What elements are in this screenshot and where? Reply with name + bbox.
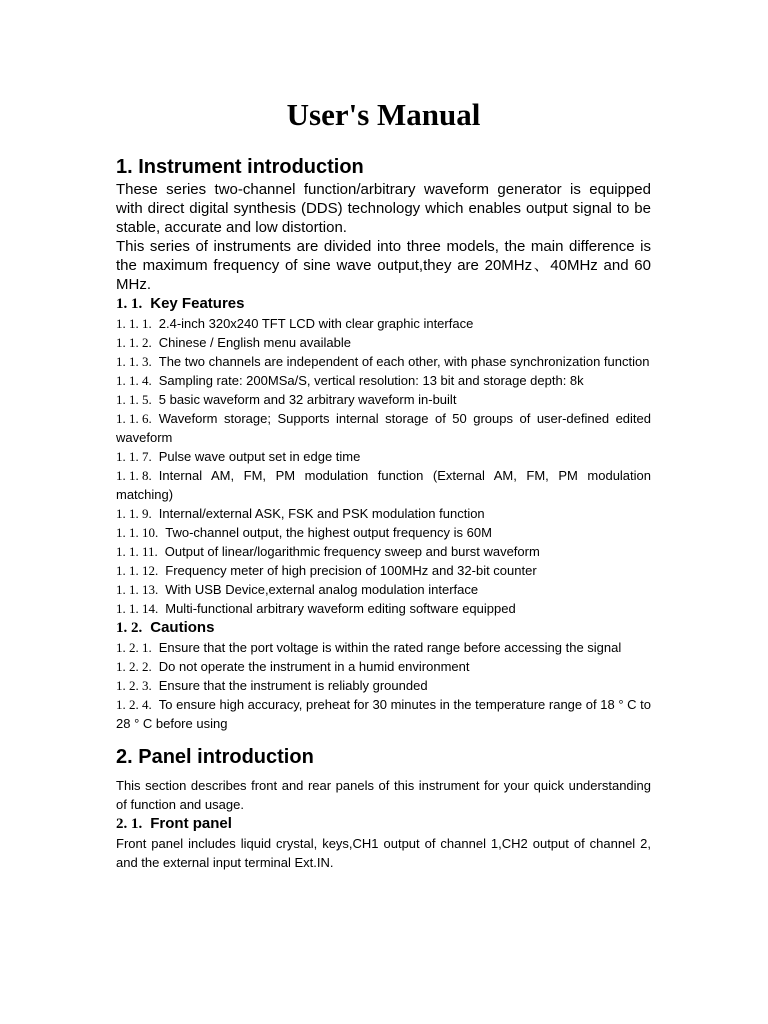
item-number: 1. 1. 2.: [116, 335, 152, 350]
list-item: [116, 561, 651, 580]
cautions-list: [116, 638, 651, 733]
subsection-number: 1. 1.: [116, 296, 143, 312]
list-item: [116, 504, 651, 523]
key-features-list: [116, 314, 651, 618]
item-number: 1. 1. 12.: [116, 563, 159, 578]
item-text: Ensure that the instrument is reliably grounded: [158, 678, 428, 693]
list-item: [116, 657, 651, 676]
item-number: 1. 1. 6.: [116, 411, 152, 426]
list-item: [116, 333, 651, 352]
page-title: User's Manual: [286, 97, 481, 132]
front-panel-paragraph: Front panel includes liquid crystal, keys,CH1 output of channel 1,CH2 output of channel 2, and the external input terminal Ext.IN.: [116, 836, 651, 870]
models-paragraph: This series of instruments are divided into three models, the main difference is the maximum frequency of sine wave output,they are 20MHz、40MHz and 60 MHz.: [116, 238, 651, 293]
subsection-title: Front panel: [150, 815, 232, 832]
panel-intro-paragraph: This section describes front and rear panels of this instrument for your quick understanding of function and usage.: [116, 778, 651, 812]
item-number: 1. 1. 10.: [116, 525, 159, 540]
item-text: Two-channel output, the highest output frequency is 60M: [165, 525, 492, 540]
item-text: Internal/external ASK, FSK and PSK modulation function: [158, 506, 485, 521]
subsection-heading-key-features: [116, 294, 651, 314]
list-item: [116, 638, 651, 657]
list-item: [116, 409, 651, 447]
item-number: 1. 2. 2.: [116, 659, 152, 674]
subsection-title: Cautions: [150, 619, 215, 636]
item-text: Internal AM, FM, PM modulation function (External AM, FM, PM modulation matching): [116, 468, 651, 502]
subsection-heading-front-panel: [116, 814, 651, 834]
list-item: [116, 352, 651, 371]
item-number: 1. 1. 7.: [116, 449, 152, 464]
list-item: [116, 466, 651, 504]
list-item: [116, 447, 651, 466]
item-text: To ensure high accuracy, preheat for 30 minutes in the temperature range of 18 ° C to 28 ° C before using: [116, 697, 651, 731]
item-text: With USB Device,external analog modulation interface: [165, 582, 479, 597]
item-text: Chinese / English menu available: [158, 335, 351, 350]
item-text: Frequency meter of high precision of 100MHz and 32-bit counter: [165, 563, 537, 578]
list-item: [116, 580, 651, 599]
subsection-heading-cautions: [116, 618, 651, 638]
item-text: Ensure that the port voltage is within the rated range before accessing the signal: [158, 640, 622, 655]
item-text: Output of linear/logarithmic frequency sweep and burst waveform: [164, 544, 540, 559]
subsection-number: 1. 2.: [116, 620, 143, 636]
item-number: 1. 1. 11.: [116, 544, 158, 559]
item-number: 1. 1. 9.: [116, 506, 152, 521]
item-number: 1. 1. 3.: [116, 354, 152, 369]
subsection-number: 2. 1.: [116, 816, 143, 832]
list-item: [116, 676, 651, 695]
item-number: 1. 1. 14.: [116, 601, 159, 616]
item-text: Sampling rate: 200MSa/S, vertical resolution: 13 bit and storage depth: 8k: [158, 373, 584, 388]
manual-page: [116, 96, 651, 872]
list-item: [116, 523, 651, 542]
item-number: 1. 1. 8.: [116, 468, 152, 483]
item-number: 1. 2. 4.: [116, 697, 152, 712]
intro-paragraph: These series two-channel function/arbitrary waveform generator is equipped with direct digital synthesis (DDS) technology which enables output signal to be stable, accurate and low distortion.: [116, 181, 651, 236]
item-text: 5 basic waveform and 32 arbitrary waveform in-built: [158, 392, 457, 407]
item-text: Do not operate the instrument in a humid environment: [158, 659, 470, 674]
item-text: Waveform storage; Supports internal storage of 50 groups of user-defined edited waveform: [116, 411, 651, 445]
list-item: [116, 695, 651, 733]
subsection-title: Key Features: [150, 295, 245, 312]
section-heading-panel-introduction: 2. Panel introduction: [116, 746, 314, 768]
item-number: 1. 1. 4.: [116, 373, 152, 388]
item-text: Multi-functional arbitrary waveform editing software equipped: [165, 601, 516, 616]
item-number: 1. 1. 5.: [116, 392, 152, 407]
list-item: [116, 371, 651, 390]
list-item: [116, 390, 651, 409]
item-text: The two channels are independent of each other, with phase synchronization function: [158, 354, 650, 369]
item-text: 2.4-inch 320x240 TFT LCD with clear graphic interface: [158, 316, 474, 331]
item-number: 1. 1. 1.: [116, 316, 152, 331]
list-item: [116, 314, 651, 333]
item-number: 1. 1. 13.: [116, 582, 159, 597]
list-item: [116, 542, 651, 561]
item-number: 1. 2. 1.: [116, 640, 152, 655]
item-number: 1. 2. 3.: [116, 678, 152, 693]
item-text: Pulse wave output set in edge time: [158, 449, 361, 464]
list-item: [116, 599, 651, 618]
section-heading-instrument-introduction: 1. Instrument introduction: [116, 156, 364, 178]
